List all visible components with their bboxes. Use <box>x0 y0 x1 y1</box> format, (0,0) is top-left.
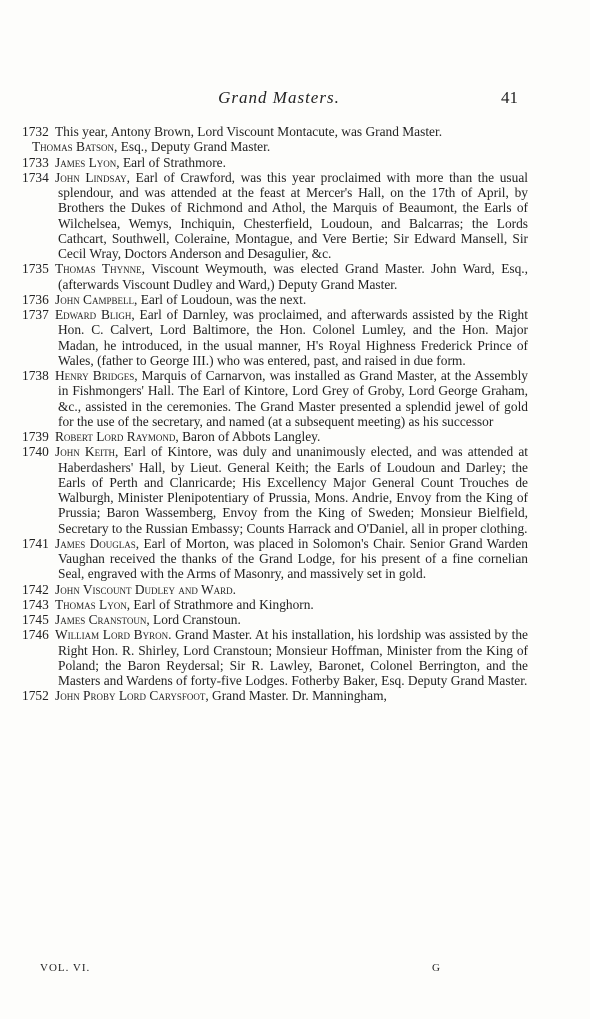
page-header <box>40 88 518 112</box>
grand-masters-list <box>22 124 528 704</box>
entry-name: John Campbell, <box>55 291 138 307</box>
entry-year: 1733 <box>22 154 49 170</box>
entry-name: Thomas Batson, <box>32 139 118 155</box>
signature-mark: G <box>432 962 440 974</box>
entry-year: 1742 <box>22 581 49 597</box>
entry-year: 1741 <box>22 535 49 551</box>
entry-year: 1752 <box>22 688 49 704</box>
entry-year: 1738 <box>22 368 49 383</box>
entry-text: Baron of Abbots Langley. <box>182 429 321 444</box>
entry-name: John Lindsay, <box>55 169 131 185</box>
entry-year: 1736 <box>22 291 49 307</box>
entry-text: Lord Cranstoun. <box>153 612 241 627</box>
entry-name: William Lord Byron. <box>55 627 172 643</box>
entry-1735 <box>22 261 528 292</box>
entry-1752 <box>22 688 528 703</box>
entry-text: Earl of Crawford, was this year proclaimed with more than the usual splendour, and was attended at the feast at Mercer's Hall, on the 17th of April, by Brothers the Dukes of Richmond and Athol, the Marquis of Beaumont, the Earls of Wilchelsea, Wemys, Inchiquin, Chesterfield, Loudoun, and Balcarras; the Lords Cathcart, Southwell, Coleraine, Montague, and Vere Bertie; Sir Edward Mansell, Sir Cecil Wray, Doctors Anderson and Desagulier, &c. <box>58 169 528 261</box>
entry-name: Edward Bligh, <box>55 307 135 322</box>
page-footer <box>40 962 440 978</box>
entry-year: 1746 <box>22 627 49 643</box>
entry-name: James Cranstoun, <box>55 612 150 627</box>
entry-year: 1735 <box>22 261 49 277</box>
running-title: Grand Masters. <box>218 88 340 107</box>
entry-1741 <box>22 536 528 582</box>
entry-1732 <box>22 124 528 139</box>
entry-1743 <box>22 597 528 612</box>
entry-text: Earl of Morton, was placed in Solomon's Chair. Senior Grand Warden Vaughan received the thanks of the Grand Lodge, for his present of a fine cornelian Seal, engraved with the Arms of Masonry, and massively set in gold. <box>58 535 528 582</box>
entry-1737 <box>22 307 528 368</box>
entry-text: Viscount Weymouth, was elected Grand Master. John Ward, Esq., (afterwards Viscount Dudley and Ward,) Deputy Grand Master. <box>58 261 528 292</box>
entry-year: 1739 <box>22 429 49 444</box>
entry-year: 1740 <box>22 444 49 460</box>
entry-1740 <box>22 444 528 536</box>
entry-name: Thomas Lyon, <box>55 596 131 612</box>
entry-name: James Douglas, <box>55 535 140 551</box>
entry-1733 <box>22 155 528 170</box>
entry-text: Earl of Strathmore. <box>122 154 226 170</box>
entry-name: Robert Lord Raymond, <box>55 429 179 444</box>
entry-text: Earl of Kintore, was duly and unanimously elected, and was attended at Haberdashers' Hall, by Lieut. General Keith; the Earls of Loudoun and Darley; the Earls of Perth and Clanricarde; His Excellency Major General Count Trouches de Walburgh, Minister Plenipotentiary of Prussia, Mons. Andrie, Envoy from the King of Prussia; Baron Wassemberg, Envoy from the King of Sweden; Monsieur Bielfield, Secretary to the Russian Embassy; Counts Harrack and O'Daniel, all in proper clothing. <box>58 444 528 536</box>
entry-text: Marquis of Carnarvon, was installed as Grand Master, at the Assembly in Fishmongers' Hall. The Earl of Kintore, Lord Grey of Groby, Lord George Graham, &c., assisted in the ceremonies. The Grand Master presented a splendid jewel of gold for the use of the secretary, and named (at a subsequent meeting) as his successor <box>58 368 528 429</box>
entry-year: 1732 <box>22 124 49 139</box>
entry-year: 1743 <box>22 596 49 612</box>
entry-name: Thomas Thynne, <box>55 261 145 277</box>
entry-text: Esq., Deputy Grand Master. <box>120 139 271 155</box>
entry-text: This year, Antony Brown, Lord Viscount Montacute, was Grand Master. <box>55 124 443 139</box>
entry-1734 <box>22 170 528 262</box>
entry-1745 <box>22 612 528 627</box>
entry-year: 1745 <box>22 612 49 627</box>
entry-name: John Proby Lord Carysfoot, <box>55 688 209 704</box>
entry-year: 1737 <box>22 307 49 322</box>
entry-text: Earl of Darnley, was proclaimed, and afterwards assisted by the Right Hon. C. Calvert, Lord Baltimore, the Hon. Colonel Lumley, and the Hon. Major Madan, he introduced, in the usual manner, H's Royal Highness Frederick Prince of Wales, (father to George III.) who was entered, past, and raised in due form. <box>58 307 528 368</box>
entry-year: 1734 <box>22 169 49 185</box>
page-number: 41 <box>501 88 518 107</box>
entry-text: Earl of Loudoun, was the next. <box>140 291 307 307</box>
entry-deputy-1732 <box>22 139 528 154</box>
entry-name: John Keith, <box>55 444 119 460</box>
entry-name: James Lyon, <box>55 154 120 170</box>
entry-1739 <box>22 429 528 444</box>
entry-1742 <box>22 582 528 597</box>
entry-1736 <box>22 292 528 307</box>
volume-label: VOL. VI. <box>40 962 91 974</box>
entry-1746 <box>22 627 528 688</box>
entry-name: Henry Bridges, <box>55 368 138 383</box>
entry-text: Earl of Strathmore and Kinghorn. <box>133 596 314 612</box>
entry-text: Grand Master. Dr. Manningham, <box>212 688 387 704</box>
entry-name: John Viscount Dudley and Ward. <box>55 581 236 597</box>
entry-1738 <box>22 368 528 429</box>
entry-text: Grand Master. At his installation, his lordship was assisted by the Right Hon. R. Shirley, Lord Cranstoun; Monsieur Hoffman, Minister from the King of Poland; the Baron Reydersal; Sir R. Lawley, Baronet, Colonel Berrington, and the Masters and Wardens of forty-five Lodges. Fotherby Baker, Esq. Deputy Grand Master. <box>58 627 528 688</box>
